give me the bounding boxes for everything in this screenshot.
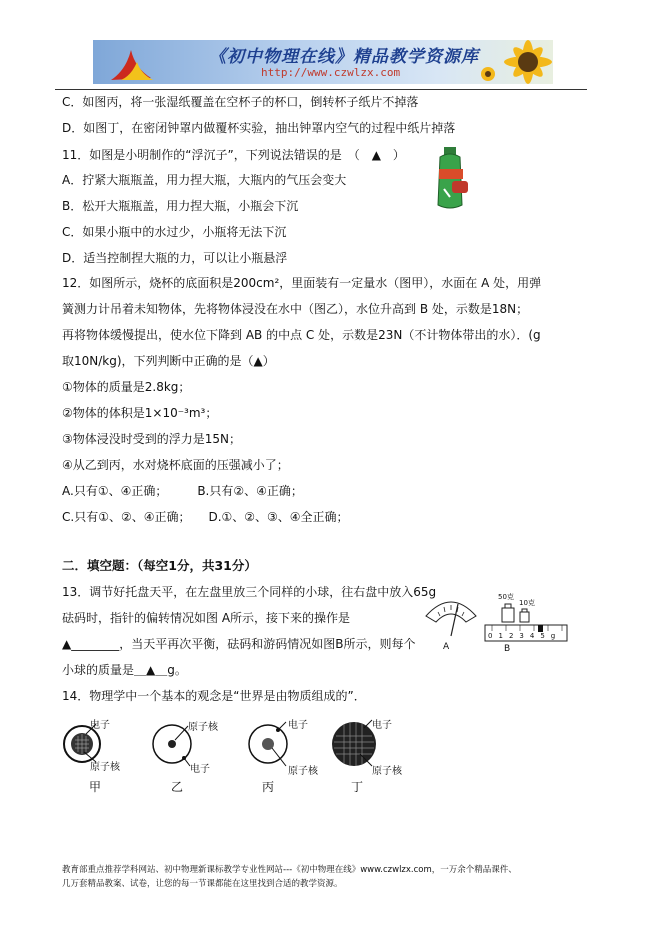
q11-option-a: A．拧紧大瓶瓶盖，用力捏大瓶，大瓶内的气压会变大 — [62, 173, 347, 187]
atom-jia-caption: 甲 — [89, 780, 102, 794]
banner-title: 《初中物理在线》精品教学资源库 — [209, 47, 479, 67]
scale-ticks — [488, 632, 561, 640]
tick-0: 0 — [488, 632, 499, 640]
atom-bing-label2: 原子核 — [288, 766, 318, 777]
sunflower-icon — [473, 40, 553, 84]
question-12-line3: 再将物体缓慢提出，使水位下降到 AB 的中点 C 处，示数是23N（不计物体带出的水）．(g — [62, 328, 541, 342]
question-13-line1: 13．调节好托盘天平，在左盘里放三个同样的小球，往右盘中放入65g — [62, 585, 437, 599]
tick-5: 5g — [540, 632, 562, 640]
atom-jia-label2: 原子核 — [90, 762, 120, 773]
question-13-line2: 砝码时，指针的偏转情况如图 A所示，接下来的操作是 — [62, 611, 351, 625]
atom-bing-label1: 电子 — [288, 720, 308, 731]
atom-ding-label2: 原子核 — [372, 766, 402, 777]
footer-line1: 教育部重点推荐学科网站、初中物理新课标教学专业性网站---《初中物理在线》www.czwlzx.com，一万余个精品课件、 — [62, 865, 517, 875]
statement-2: ②物体的体积是1×10⁻³m³； — [62, 406, 218, 420]
q11-option-c: C．如果小瓶中的水过少，小瓶将无法下沉 — [62, 225, 287, 239]
atom-ding-caption: 丁 — [351, 780, 364, 794]
site-logo-icon — [101, 40, 161, 84]
section-2-heading: 二．填空题：（每空1分，共31分） — [62, 558, 257, 573]
atom-yi-label2: 电子 — [190, 764, 210, 775]
tick-1: 1 — [498, 632, 509, 640]
question-13-line3: ▲________，当天平再次平衡，砝码和游码情况如图B所示，则每个 — [62, 637, 416, 651]
atom-yi-label1: 原子核 — [188, 722, 218, 733]
weight-50-label: 50克 — [498, 593, 514, 601]
figure-b-label: B — [504, 644, 511, 654]
tick-3: 3 — [519, 632, 530, 640]
statement-4: ④从乙到丙，水对烧杯底面的压强减小了； — [62, 458, 289, 472]
q11-option-b: B．松开大瓶瓶盖，用力捏大瓶，小瓶会下沉 — [62, 199, 299, 213]
weight-10-label: 10克 — [519, 599, 535, 607]
option-d-line: D．如图丁，在密闭钟罩内做覆杯实验，抽出钟罩内空气的过程中纸片掉落 — [62, 121, 456, 135]
statement-1: ①物体的质量是2.8kg； — [62, 380, 191, 394]
footer — [62, 863, 602, 891]
balance-pointer-figure — [420, 592, 482, 640]
options-c-d: C.只有①、②、④正确； D.①、②、③、④全正确； — [62, 510, 349, 524]
header-banner — [93, 40, 553, 84]
atom-ding-label1: 电子 — [372, 720, 392, 731]
question-14: 14．物理学中一个基本的观念是“世界是由物质组成的”． — [62, 689, 366, 703]
options-a-b: A.只有①、④正确； B.只有②、④正确； — [62, 484, 303, 498]
q11-option-d: D．适当控制捏大瓶的力，可以让小瓶悬浮 — [62, 251, 288, 265]
atom-yi-caption: 乙 — [171, 780, 184, 794]
question-13-line4: 小球的质量是＿▲＿g。 — [62, 663, 187, 677]
question-12-line4: 取10N/kg)，下列判断中正确的是（▲） — [62, 354, 275, 368]
question-11: 11．如图是小明制作的“浮沉子”，下列说法错误的是 （ ▲ ） — [62, 148, 405, 162]
atom-jia-label1: 电子 — [90, 720, 110, 731]
figure-a-label: A — [443, 642, 450, 652]
footer-line2: 几万套精品教案、试卷，让您的每一节课都能在这里找到合适的教学资源。 — [62, 879, 343, 889]
tick-2: 2 — [508, 632, 520, 640]
atom-bing-caption: 丙 — [262, 780, 275, 794]
banner-url[interactable]: http://www.czwlzx.com — [261, 66, 401, 79]
option-c-line: C．如图丙，将一张湿纸覆盖在空杯子的杯口，倒转杯子纸片不掉落 — [62, 95, 419, 109]
tick-4: 4 — [529, 632, 541, 640]
header-rule — [55, 89, 587, 90]
question-12-line2: 簧测力计吊着未知物体，先将物体浸没在水中（图乙），水位升高到 B 处，示数是18N； — [62, 302, 529, 316]
statement-3: ③物体浸没时受到的浮力是15N； — [62, 432, 242, 446]
question-12-line1: 12．如图所示，烧杯的底面积是200cm²，里面装有一定量水（图甲），水面在 A 处，用弹 — [62, 276, 542, 290]
bottle-diver-figure — [430, 145, 472, 213]
